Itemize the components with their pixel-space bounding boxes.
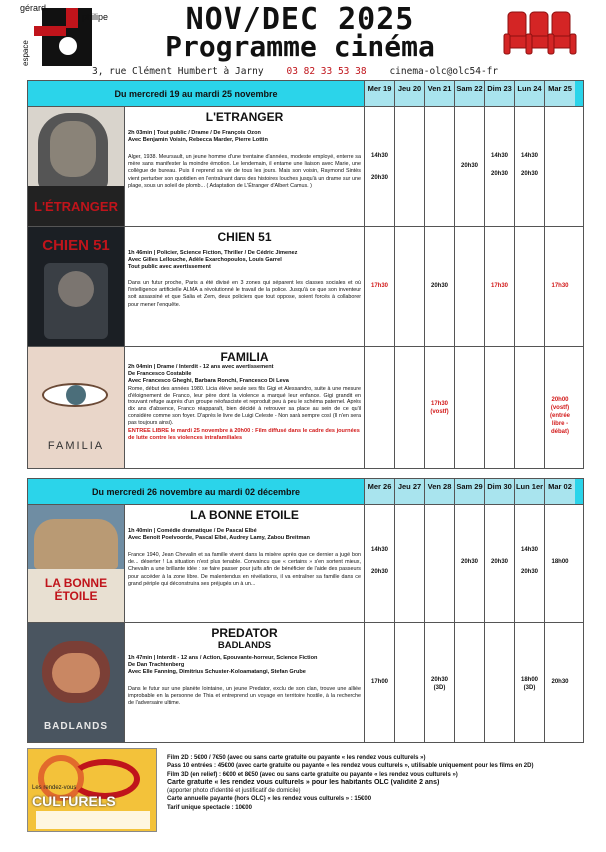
film-director: De Dan Trachtenberg	[128, 662, 185, 668]
day-header: Mer 19	[365, 81, 395, 106]
week-2-schedule	[27, 478, 584, 743]
film-director: De Francesco Costabile	[128, 371, 192, 377]
page-title: Programme cinéma	[165, 30, 435, 63]
film-meta: 1h 47min | Interdit - 12 ans / Action, Epouvante-horreur, Science Fiction	[128, 655, 318, 661]
film-info	[125, 227, 365, 346]
pricing-footer	[27, 748, 584, 832]
poster-predator-badlands[interactable]	[28, 623, 125, 742]
film-cast: Avec Benoît Poelvoorde, Pascal Elbé, Audrey Lamy, Zabou Breitman	[128, 535, 310, 541]
showtime-cell	[395, 505, 425, 622]
logo-text-philipe: philipe	[82, 12, 109, 22]
film-title: LA BONNE ETOILE	[190, 508, 299, 522]
header	[0, 0, 606, 80]
film-synopsis: Rome, début des années 1980. Licia élève seule ses fils Gigi et Alessandro, suite à une mesure d'éloignement de Franco, leur père dont la violence a marqué leur enfance. Gigi grandit en trouvant refuge auprès d'un groupe néofasciste et reproduit peu à peu le schéma paternel. Après dix ans d'absence, Franco réapparaît, bien décidé à retrouver sa place au sein de ce qu'il considère comme son foyer. D'après le livre de Luigi Celeste - Non sarà sempre così (Il n'en sera pas toujours ainsi).	[128, 386, 361, 426]
price-line: (apporter photo d'identité et justificatif de domicile)	[167, 788, 301, 795]
cinema-seats-icon	[500, 8, 580, 62]
film-info	[125, 107, 365, 226]
day-header: Jeu 27	[395, 479, 425, 504]
day-header: Ven 28	[425, 479, 455, 504]
showtime-cell: 17h30	[485, 227, 515, 346]
film-meta: 1h 40min | Comédie dramatique / De Pascal Elbé	[128, 528, 257, 534]
poster-familia[interactable]	[28, 347, 125, 468]
film-synopsis: Dans un futur proche, Paris a été divisé en 3 zones qui séparent les classes sociales et où l'intelligence artificielle ALMA a révolutionné le travail de la police. Jusqu'à ce que son inventeur soit assassiné et que Salia et Zem, deux policiers que tout oppose, soient forcés à collaborer pour mener l'enquête.	[128, 280, 361, 308]
showtime-cell	[425, 107, 455, 226]
film-subtitle: BADLANDS	[217, 640, 272, 651]
day-header: Dim 30	[485, 479, 515, 504]
film-cast: Avec Gilles Lellouche, Adèle Exarchopoulos, Louis Garrel	[128, 257, 282, 263]
email[interactable]: cinema-olc@olc54-fr	[389, 66, 499, 77]
film-row-chien51	[28, 227, 583, 347]
day-header: Mar 25	[545, 81, 575, 106]
showtime-cell: 14h30 20h30	[365, 505, 395, 622]
film-row-la-bonne-etoile	[28, 505, 583, 623]
price-line: Pass 10 entrées : 45€00 (avec carte gratuite ou payante « les rendez vous culturels », utilisable uniquement pour les films en 2D)	[167, 763, 534, 770]
week-2-label: Du mercredi 26 novembre au mardi 02 décembre	[28, 479, 365, 504]
day-header: Dim 23	[485, 81, 515, 106]
day-header: Lun 24	[515, 81, 545, 106]
film-synopsis: Alger, 1938. Meursault, un jeune homme d'une trentaine d'années, modeste employé, enterre sa mère sans manifester la moindre émotion. Le lendemain, il entame une liaison avec Marie, une collègue de bureau. Puis il reprend sa vie de tous les jours. Mais son voisin, Raymond Sintès vient perturber son quotidien en l'entraînant dans des histoires louches jusqu'à un drame sur une plage, sous un soleil de plomb... ( Adaptation de L'Étranger d'Albert Camus. )	[128, 154, 361, 189]
week-2-header	[28, 479, 583, 505]
address-line	[92, 66, 552, 77]
showtime-cell: 20h30 (3D)	[425, 623, 455, 742]
phone[interactable]: 03 82 33 53 38	[286, 66, 367, 77]
film-info	[125, 623, 365, 742]
day-header: Sam 22	[455, 81, 485, 106]
poster-la-bonne-etoile[interactable]	[28, 505, 125, 622]
showtime-cell: 14h30 20h30	[485, 107, 515, 226]
showtime-cell	[425, 505, 455, 622]
showtime-cell: 14h30 20h30	[515, 107, 545, 226]
film-title: FAMILIA	[220, 350, 269, 364]
showtime-cell	[455, 623, 485, 742]
film-title: PREDATOR	[211, 626, 278, 640]
film-meta: 2h 03min | Tout public / Drame / De François Ozon	[128, 130, 261, 136]
showtime-cell: 17h30 (vostf)	[425, 347, 455, 468]
showtime-cell: 20h30	[455, 505, 485, 622]
showtime-cell	[485, 623, 515, 742]
showtime-cell	[365, 347, 395, 468]
poster-title: CHIEN 51	[42, 237, 110, 254]
film-row-predator	[28, 623, 583, 742]
showtime-cell: 18h00 (3D)	[515, 623, 545, 742]
pricing-list	[167, 754, 582, 812]
film-info	[125, 505, 365, 622]
poster-title: FAMILIA	[47, 440, 105, 452]
showtime-cell: 20h30	[455, 107, 485, 226]
showtime-cell: 14h30 20h30	[365, 107, 395, 226]
poster-chien51[interactable]	[28, 227, 125, 346]
week-1-header	[28, 81, 583, 107]
day-header: Mer 26	[365, 479, 395, 504]
film-meta: 1h 46min | Policier, Science Fiction, Thriller / De Cédric Jimenez	[128, 250, 298, 256]
showtime-cell	[455, 227, 485, 346]
showtime-cell: 17h00	[365, 623, 395, 742]
film-synopsis: Dans le futur sur une planète lointaine, un jeune Predator, exclu de son clan, trouve une alliée improbable en la personne de Thia et entreprend un voyage en territoire hostile, à la recherche de l'adversaire ultime.	[128, 686, 361, 707]
film-meta: 2h 04min | Drame / Interdit - 12 ans avec avertissement	[128, 364, 274, 370]
showtime-cell	[485, 347, 515, 468]
cinema-logo	[20, 2, 120, 68]
day-header: Ven 21	[425, 81, 455, 106]
showtime-cell	[395, 227, 425, 346]
film-cast: Avec Francesco Gheghi, Barbara Ronchi, Francesco Di Leva	[128, 378, 289, 384]
logo-text-espace: espace	[21, 40, 30, 66]
film-cast: Avec Elle Fanning, Dimitrius Schuster-Koloamatangi, Stefan Grube	[128, 669, 306, 675]
price-line: Film 3D (en relief) : 6€00 et 8€50 (avec ou sans carte gratuite ou payante « les rendez vous culturels »)	[167, 771, 458, 778]
film-title: CHIEN 51	[217, 230, 272, 244]
poster-title: LA BONNE ÉTOILE	[44, 576, 108, 603]
price-line: Film 2D : 5€00 / 7€50 (avec ou sans carte gratuite ou payante « les rendez vous culturels »)	[167, 755, 426, 761]
showtime-cell	[515, 347, 545, 468]
page-title-date: NOV/DEC 2025	[185, 2, 415, 37]
film-rating: Tout public avec avertissement	[128, 264, 211, 270]
film-info	[125, 347, 365, 468]
film-title: L'ETRANGER	[205, 110, 284, 124]
film-synopsis: France 1940, Jean Chevalin et sa famille vivent dans la misère après que ce dernier a jugé bon de... déserter ! La situation n'est plus tenable. Convaincu que « certains » s'en sortent mieux, Chevalin a une brillante idée : se faire passer pour juifs afin de bénéficier de l'aide des passeurs pour accéder à la zone libre. De malentendus en révélations, il va entraîner sa famille dans ce grand périple qui déconstruira ses préjugés un à un...	[128, 552, 361, 587]
week-1-label: Du mercredi 19 au mardi 25 novembre	[28, 81, 365, 106]
showtime-cell	[545, 107, 575, 226]
poster-title: L'ÉTRANGER	[34, 199, 118, 214]
showtime-cell: 20h30	[425, 227, 455, 346]
showtime-cell: 18h00	[551, 559, 569, 565]
poster-letranger[interactable]	[28, 107, 125, 226]
badge-small-text: Les rendez-vous	[32, 785, 77, 791]
film-row-familia	[28, 347, 583, 468]
day-header: Mar 02	[545, 479, 575, 504]
showtime-cell	[395, 623, 425, 742]
rendez-vous-culturels-badge	[27, 748, 157, 832]
showtime-cell: 20h30	[485, 505, 515, 622]
showtime-cell	[455, 347, 485, 468]
logo-text-gerard: gérard	[20, 3, 47, 13]
showtime-cell: 20h30	[551, 679, 569, 685]
day-header: Sam 29	[455, 479, 485, 504]
showtime-cell	[395, 347, 425, 468]
poster-title: BADLANDS	[43, 721, 109, 732]
price-line: Carte annuelle payante (hors OLC) « les rendez vous culturels » : 15€00	[167, 796, 372, 803]
showtime-cell: 17h30	[551, 283, 569, 289]
day-header: Lun 1er	[515, 479, 545, 504]
film-row-letranger	[28, 107, 583, 227]
film-special-note: ENTREE LIBRE le mardi 25 novembre à 20h00 : Film diffusé dans le cadre des journées de lutte contre les violences intrafamiliales	[128, 428, 360, 441]
price-line: Carte gratuite « les rendez vous culturels » pour les habitants OLC (validité 2 ans)	[167, 778, 440, 786]
week-1-schedule	[27, 80, 584, 469]
address: 3, rue Clément Humbert à Jarny	[92, 66, 264, 77]
day-header: Jeu 20	[395, 81, 425, 106]
showtime-cell	[515, 227, 545, 346]
badge-title: CULTURELS	[32, 793, 116, 809]
showtime-cell: 17h30	[365, 227, 395, 346]
showtime-cell	[395, 107, 425, 226]
showtime-cell: 20h00 (vostf) (entrée libre - débat)	[549, 397, 570, 435]
showtime-cell: 14h30 20h30	[515, 505, 545, 622]
price-line: Tarif unique spectacle : 10€00	[167, 804, 252, 811]
film-cast: Avec Benjamin Voisin, Rebecca Marder, Pierre Lottin	[128, 137, 268, 143]
